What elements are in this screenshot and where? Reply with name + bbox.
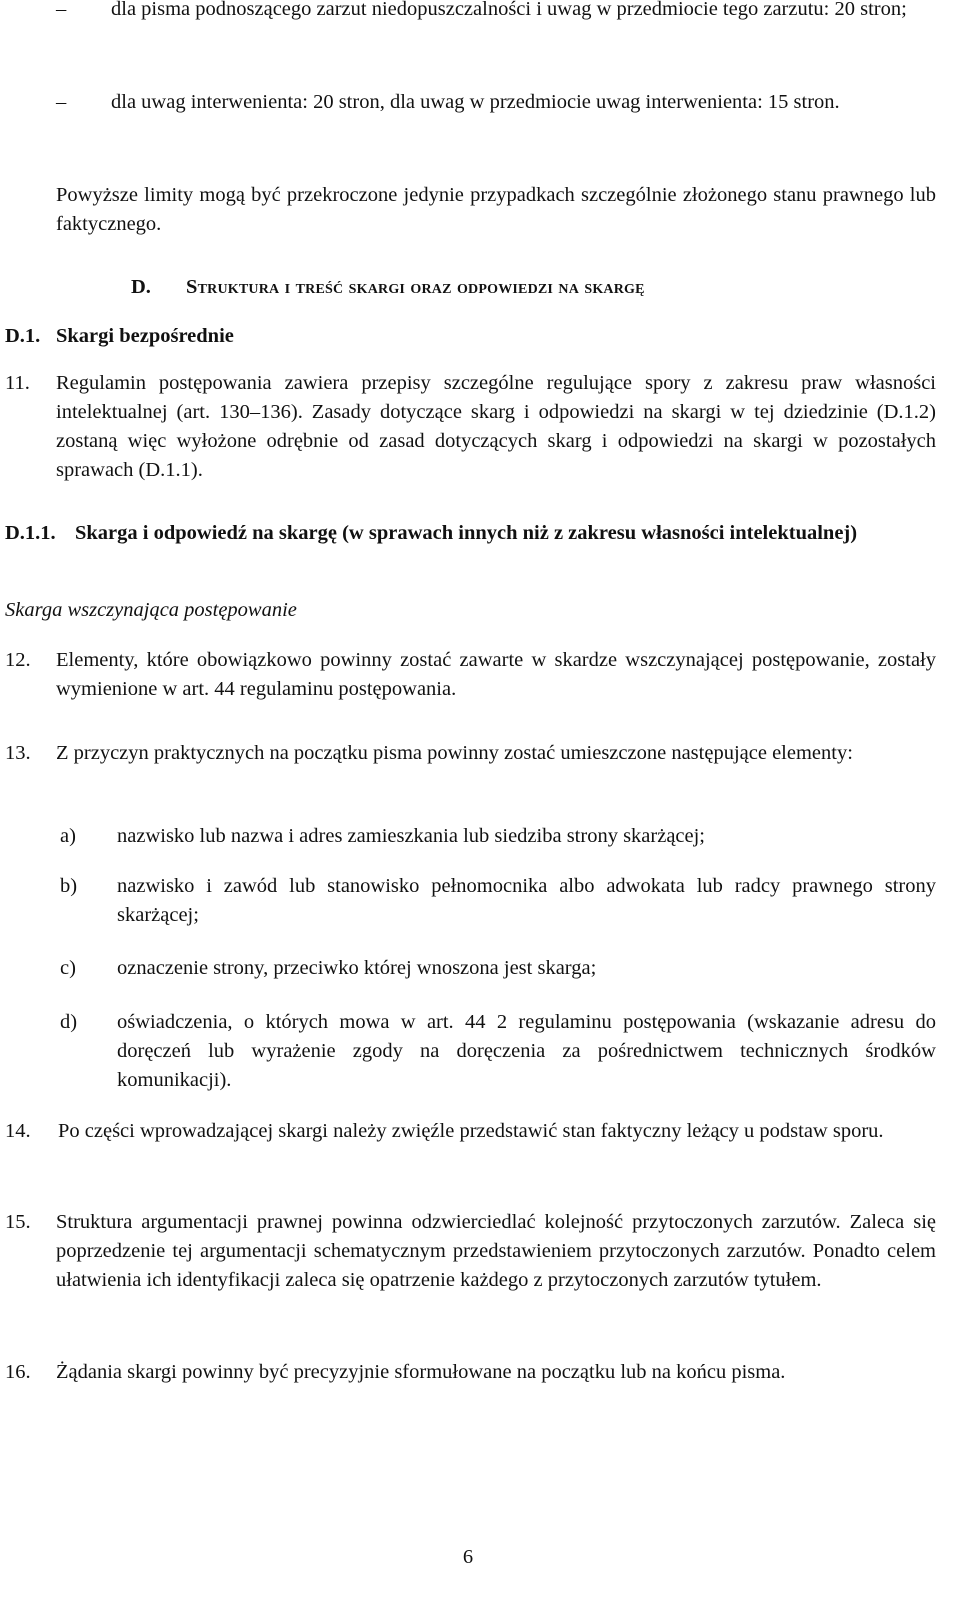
section-title: Skarga i odpowiedź na skargę (w sprawach innych niż z zakresu własności intelektualnej) <box>75 522 858 544</box>
list-text: oznaczenie strony, przeciwko której wnoszona jest skarga; <box>117 957 597 979</box>
subheading: Skarga wszczynająca postępowanie <box>5 599 297 621</box>
list-label: a) <box>60 825 76 847</box>
section-title: Struktura i treść skargi oraz odpowiedzi na skargę <box>186 276 645 298</box>
paragraph-text: Po części wprowadzającej skargi należy zwięźle przedstawić stan faktyczny leżący u podstaw sporu. <box>58 1120 884 1142</box>
paragraph-text: Żądania skargi powinny być precyzyjnie sformułowane na początku lub na końcu pisma. <box>56 1361 786 1383</box>
list-label: c) <box>60 957 76 979</box>
bullet-marker: – <box>56 0 67 20</box>
page-number: 6 <box>462 1546 474 1568</box>
paragraph-number: 13. <box>5 742 31 764</box>
section-heading-d1 <box>5 322 605 351</box>
bullet-marker: – <box>56 91 67 113</box>
paragraph-number: 12. <box>5 649 31 671</box>
paragraph-number: 16. <box>5 1361 31 1383</box>
paragraph-text: Elementy, które obowiązkowo powinny zostać zawarte w skardze wszczynającej postępowanie, zostały wymienione w art. 44 regulaminu postępowania. <box>56 649 936 700</box>
section-title: Skargi bezpośrednie <box>56 325 234 347</box>
section-number: D.1. <box>5 325 41 347</box>
bullet-text: dla uwag interwenienta: 20 stron, dla uwag w przedmiocie uwag interwenienta: 15 stron. <box>111 91 840 113</box>
list-text: oświadczenia, o których mowa w art. 44 2 regulaminu postępowania (wskazanie adresu do doręczeń lub wyrażenie zgody na doręczenia za pośrednictwem technicznych środków komunikacji). <box>117 1011 936 1091</box>
paragraph-number: 14. <box>5 1120 31 1142</box>
section-number: D. <box>131 276 151 298</box>
section-number: D.1.1. <box>5 522 56 544</box>
limits-paragraph: Powyższe limity mogą być przekroczone jedynie przypadkach szczególnie złożonego stanu prawnego lub faktycznego. <box>56 184 936 235</box>
list-label: d) <box>60 1011 78 1033</box>
paragraph-text: Struktura argumentacji prawnej powinna odzwierciedlać kolejność przytoczonych zarzutów. Zaleca się poprzedzenie tej argumentacji schematycznym przedstawieniem przytoczonych zarzutów. Ponadto celem ułatwienia ich identyfikacji zaleca się opatrzenie każdego z przytoczonych zarzutów tytułem. <box>56 1211 936 1291</box>
list-label: b) <box>60 875 78 897</box>
bullet-text: dla pisma podnoszącego zarzut niedopuszczalności i uwag w przedmiocie tego zarzutu: 20 stron; <box>111 0 907 20</box>
paragraph-text: Regulamin postępowania zawiera przepisy szczególne regulujące spory z zakresu praw własności intelektualnej (art. 130–136). Zasady dotyczące skarg i odpowiedzi na skargi w tej dziedzinie (D.1.2) zostaną więc wyłożone odrębnie od zasad dotyczących skarg i odpowiedzi na skargi w pozostałych sprawach (D.1.1). <box>56 372 936 481</box>
list-text: nazwisko i zawód lub stanowisko pełnomocnika albo adwokata lub radcy prawnego strony skarżącej; <box>117 875 936 926</box>
paragraph-text: Z przyczyn praktycznych na początku pisma powinny zostać umieszczone następujące elementy: <box>56 742 853 764</box>
section-heading-d <box>131 273 931 302</box>
paragraph-number: 11. <box>5 372 30 394</box>
paragraph-number: 15. <box>5 1211 31 1233</box>
list-text: nazwisko lub nazwa i adres zamieszkania lub siedziba strony skarżącej; <box>117 825 706 847</box>
